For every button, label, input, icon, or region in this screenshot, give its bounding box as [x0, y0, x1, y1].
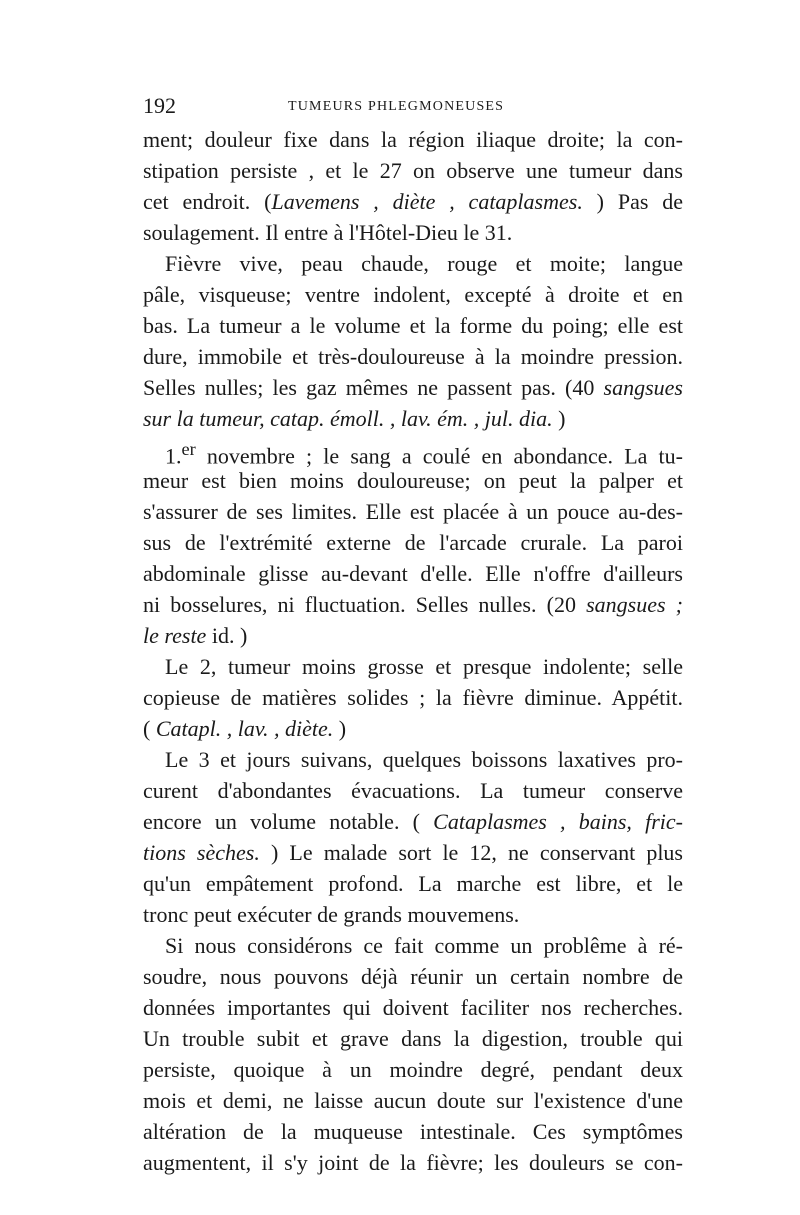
text-line: dure, immobile et très-douloureuse à la moindre pression. — [143, 344, 683, 369]
text-line: cet endroit. (Lavemens , diète , cataplasmes. ) Pas de — [143, 189, 683, 214]
text-line: Fièvre vive, peau chaude, rouge et moite; langue — [165, 251, 683, 276]
text-line: Un trouble subit et grave dans la digestion, trouble qui — [143, 1026, 683, 1051]
text-line: le reste id. ) — [143, 623, 248, 648]
text-line: soudre, nous pouvons déjà réunir un certain nombre de — [143, 964, 683, 989]
text-line: curent d'abondantes évacuations. La tumeur conserve — [143, 778, 683, 803]
text-line: sur la tumeur, catap. émoll. , lav. ém. , jul. dia. ) — [143, 406, 566, 431]
running-title: TUMEURS PHLEGMONEUSES — [288, 99, 505, 114]
text-line: ni bosselures, ni fluctuation. Selles nulles. (20 sangsues ; — [143, 592, 684, 617]
text-line: données importantes qui doivent faciliter nos recherches. — [143, 995, 683, 1020]
text-line: augmentent, il s'y joint de la fièvre; les douleurs se con- — [143, 1150, 683, 1175]
text-line: soulagement. Il entre à l'Hôtel-Dieu le 31. — [143, 220, 513, 245]
page-number: 192 — [143, 93, 176, 118]
text-line: abdominale glisse au-devant d'elle. Elle n'offre d'ailleurs — [143, 561, 683, 586]
text-line: tronc peut exécuter de grands mouvemens. — [143, 902, 520, 927]
text-line: tions sèches. ) Le malade sort le 12, ne conservant plus — [143, 840, 683, 865]
text-line: stipation persiste , et le 27 on observe une tumeur dans — [143, 158, 683, 183]
text-line: Le 2, tumeur moins grosse et presque indolente; selle — [165, 654, 683, 679]
text-line: ( Catapl. , lav. , diète. ) — [143, 716, 347, 741]
text-line: Si nous considérons ce fait comme un problême à ré- — [165, 933, 683, 958]
text-line: pâle, visqueuse; ventre indolent, excepté à droite et en — [143, 282, 683, 307]
text-line: ment; douleur fixe dans la région iliaque droite; la con- — [143, 127, 683, 152]
text-line: altération de la muqueuse intestinale. Ces symptômes — [143, 1119, 683, 1144]
text-line: encore un volume notable. ( Cataplasmes , bains, fric- — [143, 809, 683, 834]
text-line: copieuse de matières solides ; la fièvre diminue. Appétit. — [143, 685, 683, 710]
text-line: mois et demi, ne laisse aucun doute sur l'existence d'une — [143, 1088, 683, 1113]
text-line: 1.$^{er}$ novembre ; le sang a coulé en abondance. La tu- — [165, 439, 683, 469]
text-line: sus de l'extrémité externe de l'arcade crurale. La paroi — [143, 530, 683, 555]
text-line: qu'un empâtement profond. La marche est libre, et le — [143, 871, 683, 896]
text-line: Le 3 et jours suivans, quelques boissons laxatives pro- — [165, 747, 683, 772]
book-page — [143, 92, 683, 1178]
text-line: meur est bien moins douloureuse; on peut la palper et — [143, 468, 683, 493]
text-line: bas. La tumeur a le volume et la forme du poing; elle est — [143, 313, 683, 338]
page-header — [143, 92, 683, 120]
body-text — [143, 124, 683, 1178]
text-line: Selles nulles; les gaz mêmes ne passent pas. (40 sangsues — [143, 375, 683, 400]
text-line: persiste, quoique à un moindre degré, pendant deux — [143, 1057, 683, 1082]
text-line: s'assurer de ses limites. Elle est placée à un pouce au-des- — [143, 499, 683, 524]
